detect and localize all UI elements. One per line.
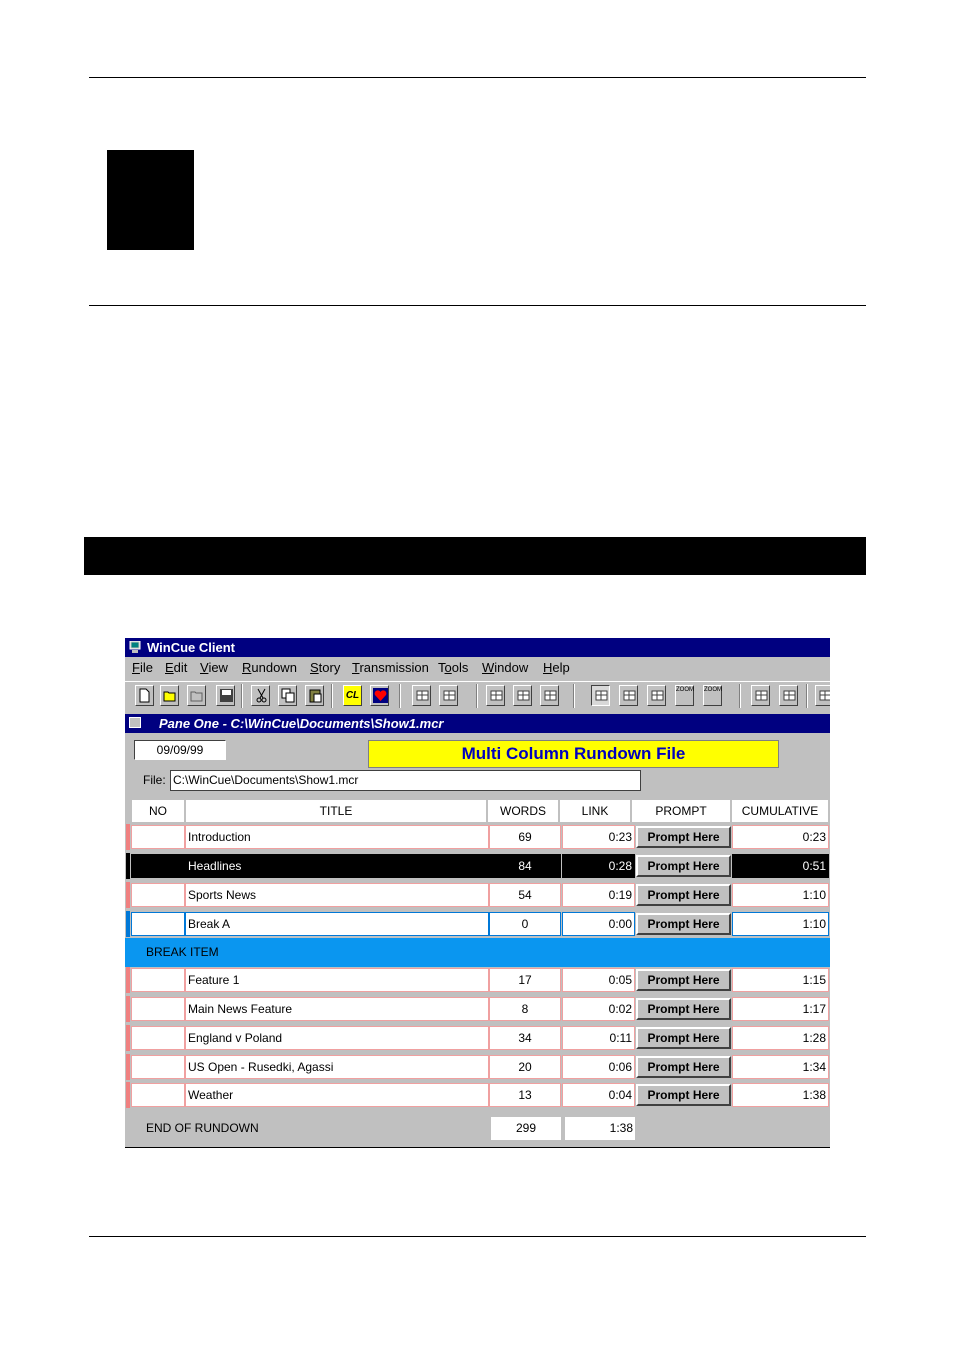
header-rule — [89, 77, 866, 78]
total-words: 299 — [491, 1117, 561, 1140]
row-marker — [126, 853, 130, 879]
row-words-cell[interactable]: 0 — [489, 912, 561, 936]
row-title-cell[interactable]: Introduction — [185, 825, 489, 849]
row-cumulative-cell[interactable]: 1:15 — [732, 968, 829, 992]
table-row[interactable] — [125, 1054, 830, 1080]
cl-icon[interactable]: CL — [343, 685, 362, 706]
row-link-cell[interactable]: 0:02 — [562, 997, 635, 1021]
row-marker — [126, 1025, 130, 1051]
row-title-cell[interactable]: Break A — [185, 912, 489, 936]
table-row[interactable] — [125, 911, 830, 937]
toolbar-separator — [573, 684, 575, 708]
row-title-cell[interactable]: Headlines — [185, 854, 489, 878]
pane-title-bar[interactable] — [125, 714, 830, 733]
row-title-cell[interactable]: Feature 1 — [185, 968, 489, 992]
row-link-cell[interactable]: 0:23 — [562, 825, 635, 849]
row-no-cell[interactable] — [131, 968, 185, 992]
toolbar-separator — [806, 684, 808, 708]
zoom-out-icon[interactable]: ZOOM — [703, 685, 722, 706]
row-words-cell[interactable]: 20 — [489, 1055, 561, 1079]
macro-icon[interactable] — [647, 685, 666, 706]
menu-transmission[interactable]: Transmission — [352, 660, 429, 675]
section-bar — [84, 537, 866, 575]
keyboard-icon[interactable] — [619, 685, 638, 706]
row-link-cell[interactable]: 0:04 — [562, 1083, 635, 1107]
row-title-cell[interactable]: Sports News — [185, 883, 489, 907]
column-header-prompt[interactable]: PROMPT — [631, 799, 731, 823]
row-cumulative-cell[interactable]: 1:38 — [732, 1083, 829, 1107]
table-row[interactable] — [125, 882, 830, 908]
menu-window[interactable]: Window — [482, 660, 529, 675]
prompt-here-button[interactable]: Prompt Here — [636, 1027, 731, 1049]
open-icon[interactable] — [187, 685, 206, 706]
row-words-cell[interactable]: 17 — [489, 968, 561, 992]
row-marker — [126, 996, 130, 1022]
menu-view[interactable]: View — [200, 660, 228, 675]
pane-title: Pane One - C:\WinCue\Documents\Show1.mcr — [159, 716, 444, 731]
menu-tools[interactable]: Tools — [438, 660, 469, 675]
file-path-field[interactable]: C:\WinCue\Documents\Show1.mcr — [170, 770, 641, 791]
column-header-words[interactable]: WORDS — [487, 799, 559, 823]
row-no-cell[interactable] — [131, 854, 185, 878]
table-row[interactable] — [125, 1082, 830, 1108]
column-header-no[interactable]: NO — [131, 799, 185, 823]
total-link: 1:38 — [565, 1117, 635, 1140]
menu-help[interactable]: Help — [543, 660, 570, 675]
row-no-cell[interactable] — [131, 883, 185, 907]
prompt-here-button[interactable]: Prompt Here — [636, 1056, 731, 1078]
row-title-cell[interactable]: Main News Feature — [185, 997, 489, 1021]
row-title-cell[interactable]: US Open - Rusedki, Agassi — [185, 1055, 489, 1079]
row-link-cell[interactable]: 0:28 — [562, 854, 635, 878]
row-cumulative-cell[interactable]: 1:17 — [732, 997, 829, 1021]
row-no-cell[interactable] — [131, 1083, 185, 1107]
row-title-cell[interactable]: Weather — [185, 1083, 489, 1107]
column-header-link[interactable]: LINK — [559, 799, 631, 823]
chapter-block — [107, 150, 194, 250]
break-item-label: BREAK ITEM — [146, 945, 219, 959]
row-words-cell[interactable]: 69 — [489, 825, 561, 849]
row-link-cell[interactable]: 0:00 — [562, 912, 635, 936]
wincue-window — [125, 638, 830, 1148]
layout-icon[interactable] — [486, 685, 505, 706]
column-header-title[interactable]: TITLE — [185, 799, 487, 823]
row-cumulative-cell[interactable]: 1:10 — [732, 912, 829, 936]
row-no-cell[interactable] — [131, 912, 185, 936]
prompt-here-button[interactable]: Prompt Here — [636, 855, 731, 877]
row-cumulative-cell[interactable]: 1:10 — [732, 883, 829, 907]
prompt-here-button[interactable]: Prompt Here — [636, 913, 731, 935]
prompt-here-button[interactable]: Prompt Here — [636, 969, 731, 991]
row-no-cell[interactable] — [131, 1026, 185, 1050]
menu-rundown[interactable]: Rundown — [242, 660, 297, 675]
prompt-here-button[interactable]: Prompt Here — [636, 998, 731, 1020]
more-icon[interactable] — [815, 685, 830, 706]
heart-icon[interactable] — [370, 685, 389, 706]
new-document-icon[interactable] — [135, 685, 154, 706]
row-cumulative-cell[interactable]: 1:34 — [732, 1055, 829, 1079]
toolbar — [125, 681, 830, 712]
menu-story[interactable]: Story — [310, 660, 341, 675]
prompt-here-button[interactable]: Prompt Here — [636, 884, 731, 906]
date-field[interactable]: 09/09/99 — [134, 740, 226, 760]
toolbar-separator — [476, 684, 478, 708]
multi-column-icon[interactable] — [540, 685, 559, 706]
rundown-icon[interactable] — [591, 685, 610, 706]
row-words-cell[interactable]: 54 — [489, 883, 561, 907]
menu-bar — [125, 657, 830, 679]
row-no-cell[interactable] — [131, 997, 185, 1021]
column-header-cumulative[interactable]: CUMULATIVE — [731, 799, 829, 823]
header-bottom-rule — [89, 305, 866, 306]
row-marker — [126, 882, 130, 908]
window-title: WinCue Client — [147, 640, 235, 655]
file-label: File: — [143, 773, 166, 787]
monitor-icon — [129, 641, 141, 653]
print-preview-icon[interactable] — [439, 685, 458, 706]
toolbar-separator — [739, 684, 741, 708]
row-marker — [126, 1082, 130, 1108]
restore-icon[interactable] — [129, 717, 141, 728]
row-link-cell[interactable]: 0:19 — [562, 883, 635, 907]
print-icon[interactable] — [412, 685, 431, 706]
row-cumulative-cell[interactable]: 0:51 — [732, 854, 829, 878]
row-link-cell[interactable]: 0:06 — [562, 1055, 635, 1079]
row-title-cell[interactable]: England v Poland — [185, 1026, 489, 1050]
row-cumulative-cell[interactable]: 0:23 — [732, 825, 829, 849]
cut-icon[interactable] — [251, 685, 270, 706]
row-no-cell[interactable] — [131, 825, 185, 849]
menu-edit[interactable]: Edit — [165, 660, 188, 675]
row-words-cell[interactable]: 8 — [489, 997, 561, 1021]
table-row[interactable] — [125, 1025, 830, 1051]
toolbar-separator — [399, 684, 401, 708]
title-bar[interactable] — [125, 638, 830, 657]
copy-icon[interactable] — [278, 685, 297, 706]
table-row[interactable] — [125, 853, 830, 879]
open-folder-icon[interactable] — [160, 685, 179, 706]
table-row[interactable] — [125, 967, 830, 993]
toolbar-separator — [241, 684, 243, 708]
row-marker — [126, 911, 130, 937]
row-no-cell[interactable] — [131, 1055, 185, 1079]
break-item-band[interactable] — [125, 938, 830, 967]
row-words-cell[interactable]: 84 — [489, 854, 561, 878]
prompt-here-button[interactable]: Prompt Here — [636, 1084, 731, 1106]
end-of-rundown-label: END OF RUNDOWN — [146, 1121, 259, 1135]
row-words-cell[interactable]: 13 — [489, 1083, 561, 1107]
rundown-heading: Multi Column Rundown File — [368, 740, 779, 768]
table-row[interactable] — [125, 824, 830, 850]
save-icon[interactable] — [216, 685, 235, 706]
row-marker — [126, 1054, 130, 1080]
export-icon[interactable] — [779, 685, 798, 706]
prompt-here-button[interactable]: Prompt Here — [636, 826, 731, 848]
table-row[interactable] — [125, 996, 830, 1022]
zoom-in-icon[interactable]: ZOOM — [675, 685, 694, 706]
row-words-cell[interactable]: 34 — [489, 1026, 561, 1050]
footer-rule — [89, 1236, 866, 1237]
paste-icon[interactable] — [305, 685, 324, 706]
split-icon[interactable] — [513, 685, 532, 706]
row-marker — [126, 967, 130, 993]
menu-file[interactable]: File — [132, 660, 153, 675]
row-link-cell[interactable]: 0:05 — [562, 968, 635, 992]
row-link-cell[interactable]: 0:11 — [562, 1026, 635, 1050]
script-icon[interactable] — [751, 685, 770, 706]
toolbar-separator — [331, 684, 333, 708]
row-cumulative-cell[interactable]: 1:28 — [732, 1026, 829, 1050]
row-marker — [126, 824, 130, 850]
